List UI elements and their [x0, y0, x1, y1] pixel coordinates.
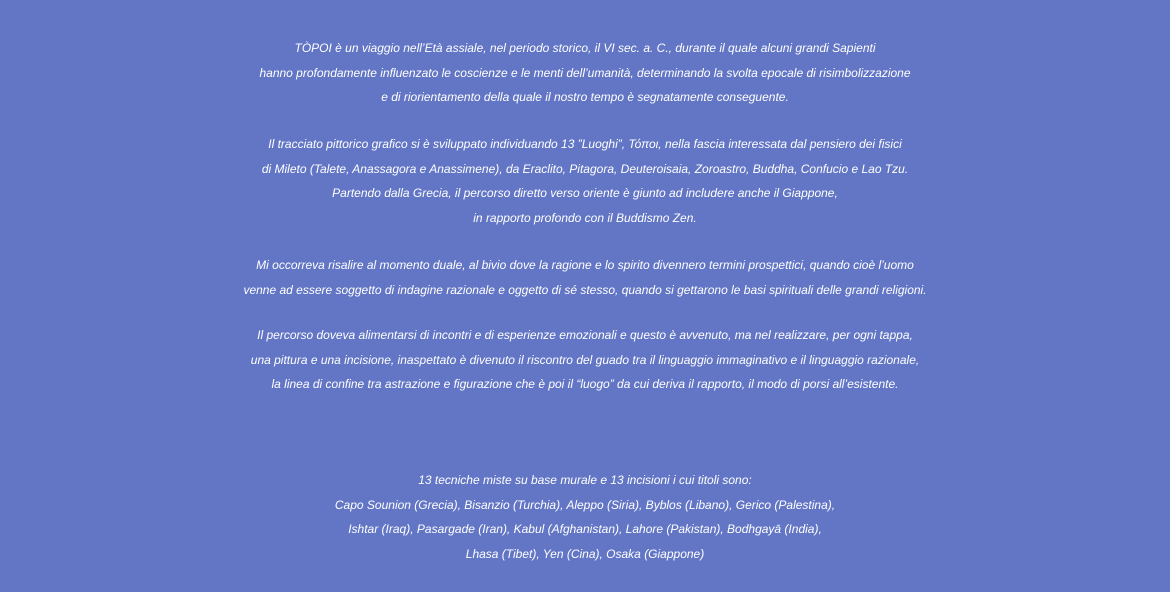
text-line: TÒPOI è un viaggio nell’Età assiale, nel periodo storico, il VI sec. a. C., durante il quale alcuni grandi Sapienti — [294, 41, 876, 55]
text-line: Partendo dalla Grecia, il percorso diretto verso oriente è giunto ad includere anche il Giappone, — [332, 186, 838, 200]
motivation-paragraph — [0, 253, 1170, 302]
intro-paragraph — [0, 36, 1170, 110]
text-line: una pittura e una incisione, inaspettato è divenuto il riscontro del guado tra il linguaggio immaginativo e il linguaggio razionale, — [250, 352, 920, 367]
text-line: Il percorso doveva alimentarsi di incontri e di esperienze emozionali e questo è avvenuto, ma nel realizzare, per ogni tappa, — [257, 328, 913, 342]
works-list-paragraph — [0, 468, 1170, 566]
text-line: hanno profondamente influenzato le coscienze e le menti dell’umanità, determinando la svolta epocale di risimbolizzazione — [259, 65, 911, 80]
text-line: la linea di confine tra astrazione e figurazione che è poi il “luogo” da cui deriva il rapporto, il modo di porsi all’esistente. — [271, 377, 899, 391]
text-line: Lhasa (Tibet), Yen (Cina), Osaka (Giappone) — [465, 546, 705, 561]
route-paragraph — [0, 132, 1170, 230]
text-line: Ishtar (Iraq), Pasargade (Iran), Kabul (Afghanistan), Lahore (Pakistan), Bodhgayā (India), — [348, 522, 822, 536]
text-line: venne ad essere soggetto di indagine razionale e oggetto di sé stesso, quando si gettarono le basi spirituali delle grandi religioni. — [243, 282, 927, 297]
text-line: in rapporto profondo con il Buddismo Zen. — [473, 210, 697, 225]
text-line: Mi occorreva risalire al momento duale, al bivio dove la ragione e lo spirito divennero termini prospettici, quando cioè l’uomo — [256, 258, 914, 272]
process-paragraph — [0, 323, 1170, 397]
text-line: Il tracciato pittorico grafico si è sviluppato individuando 13 ”Luoghi”, Τόποι, nella fascia interessata dal pensiero dei fisici — [268, 137, 902, 151]
text-line: Capo Sounion (Grecia), Bisanzio (Turchia), Aleppo (Siria), Byblos (Libano), Gerico (Palestina), — [334, 497, 836, 512]
text-line: 13 tecniche miste su base murale e 13 incisioni i cui titoli sono: — [418, 473, 752, 487]
text-line: di Mileto (Talete, Anassagora e Anassimene), da Eraclito, Pitagora, Deuteroisaia, Zoroastro, Buddha, Confucio e Lao Tzu. — [261, 161, 909, 176]
text-line: e di riorientamento della quale il nostro tempo è segnatamente conseguente. — [381, 90, 789, 104]
